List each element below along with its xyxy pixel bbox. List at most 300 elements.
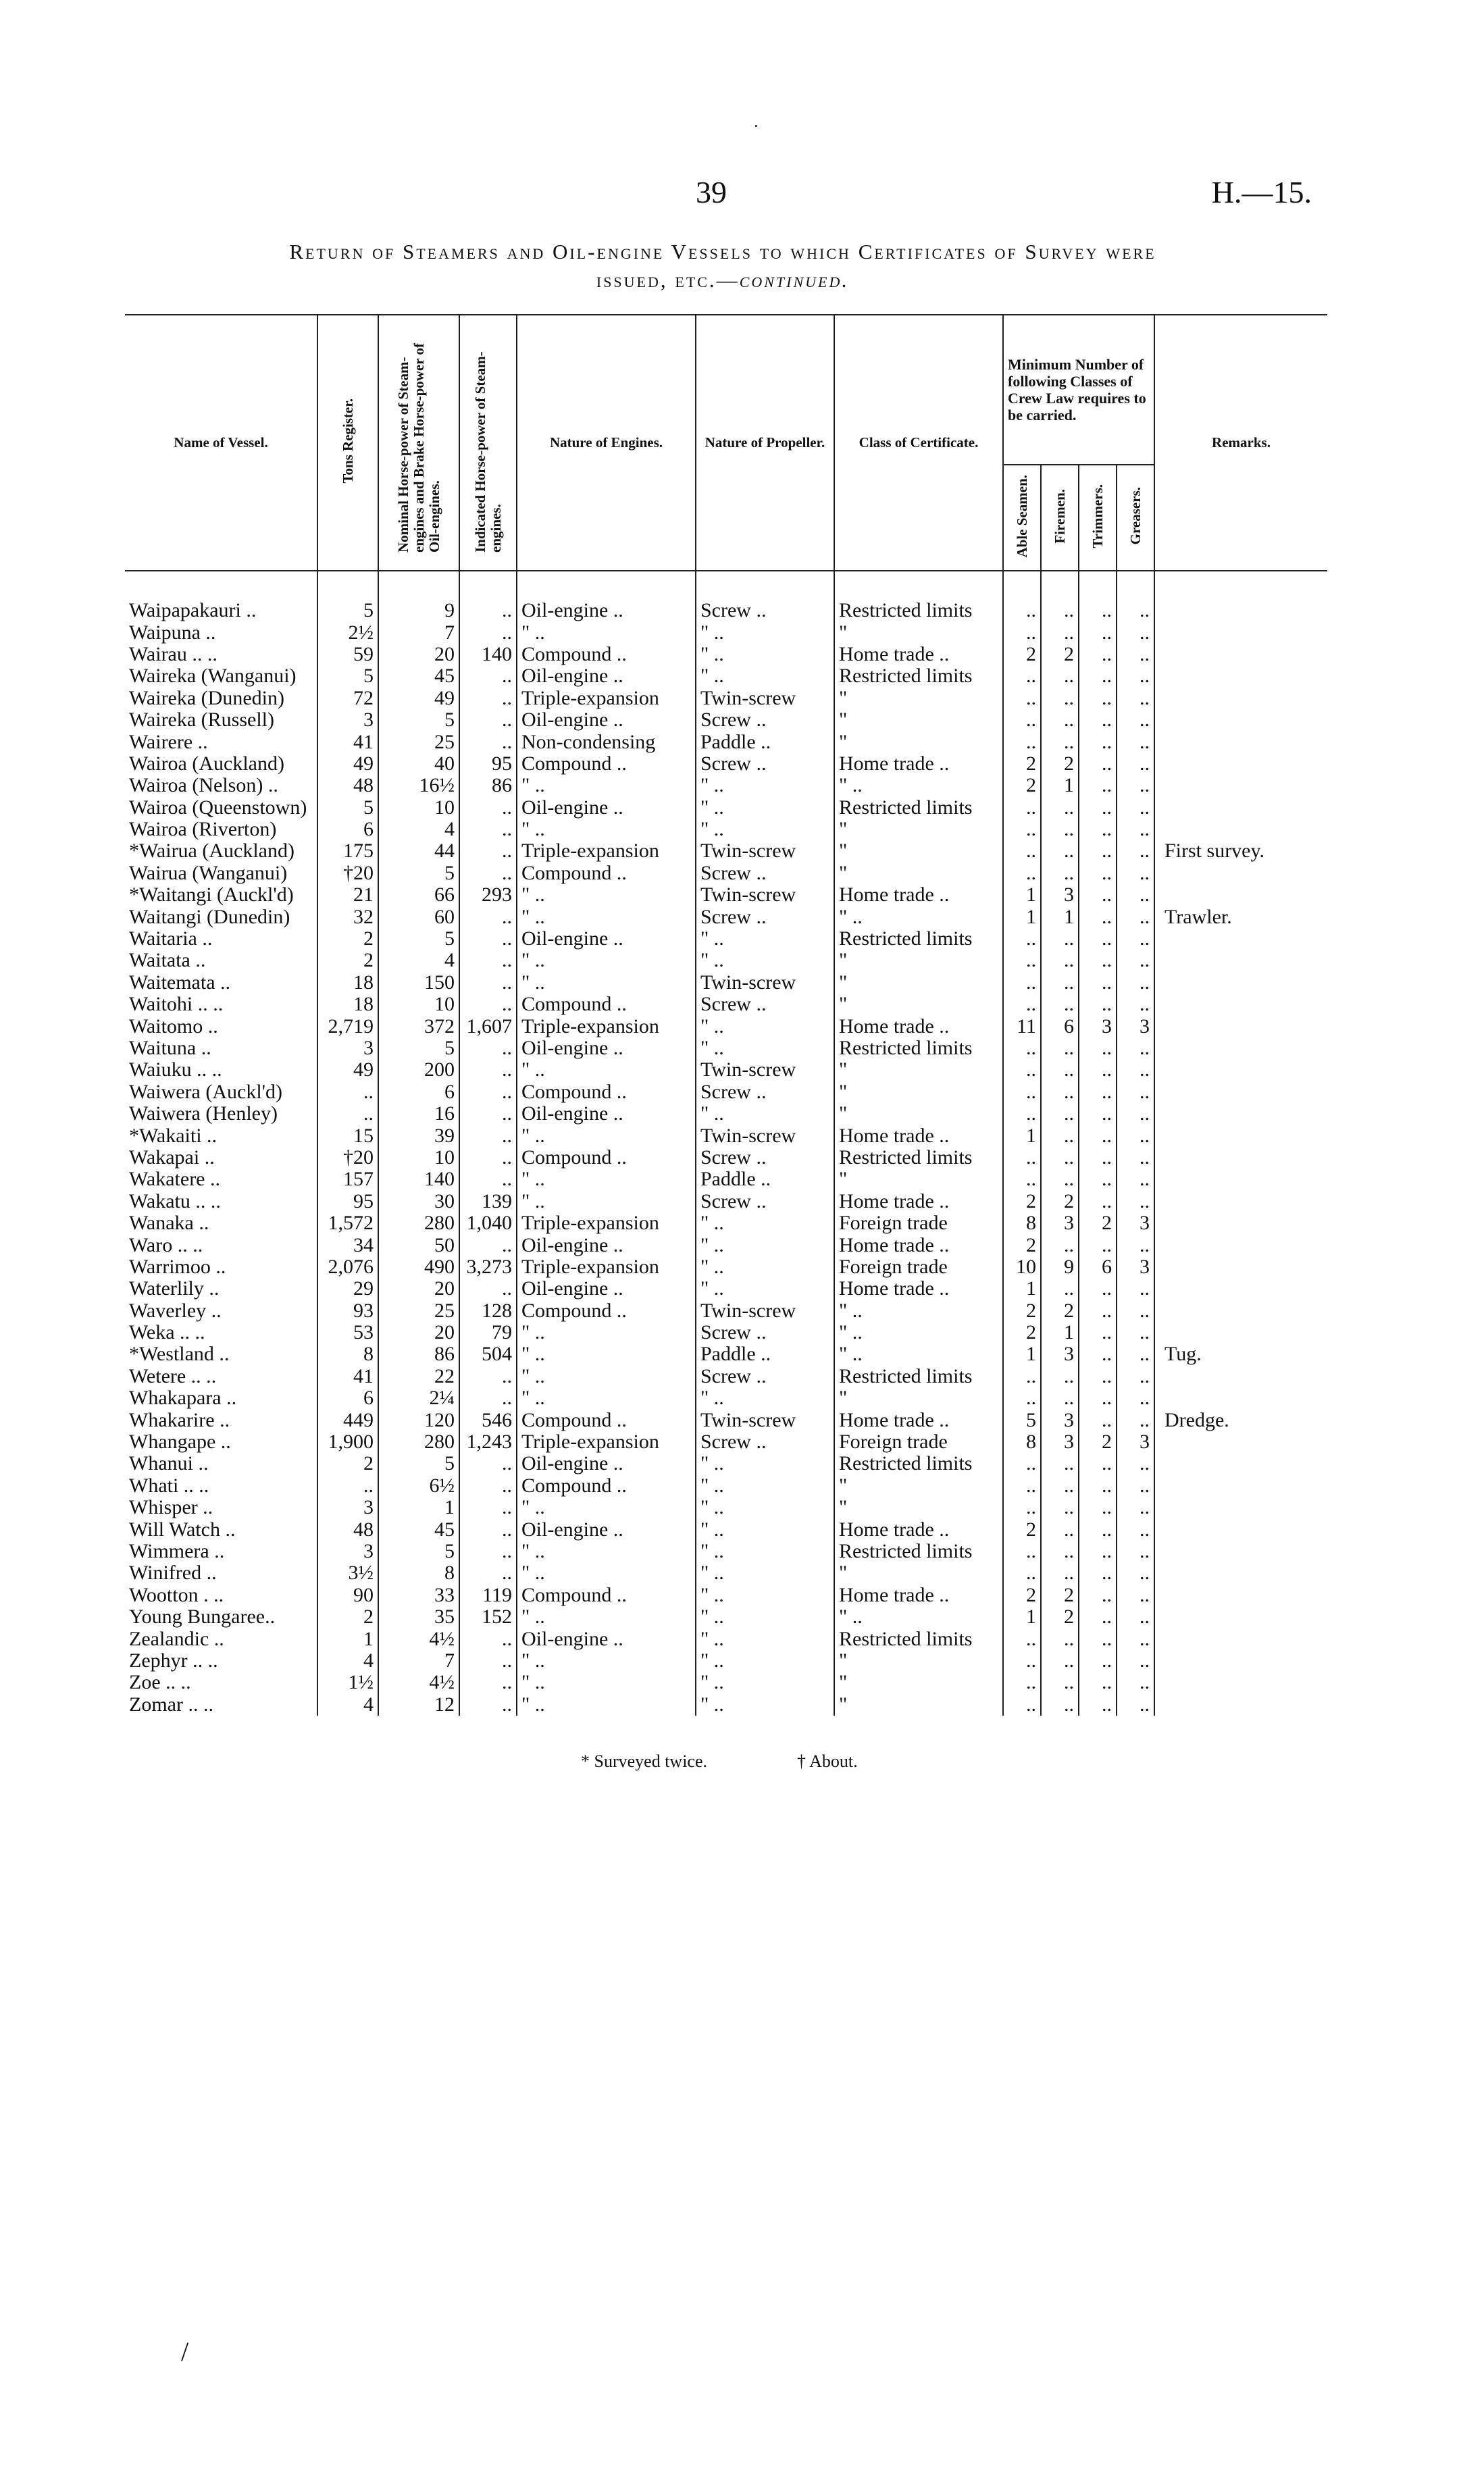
indicated-hp-cell: ..: [459, 1234, 517, 1256]
firemen-cell: ..: [1041, 994, 1079, 1015]
trimmers-cell: ..: [1079, 1694, 1117, 1716]
greasers-cell: ..: [1117, 1300, 1154, 1322]
nominal-hp-cell: 86: [378, 1343, 459, 1365]
table-row: [125, 972, 1327, 994]
header-tons: Tons Register.: [317, 315, 378, 571]
firemen-cell: 2: [1041, 1606, 1079, 1628]
greasers-cell: ..: [1117, 1081, 1154, 1103]
table-row: [125, 1059, 1327, 1081]
nominal-hp-cell: 4: [378, 819, 459, 840]
firemen-cell: ..: [1041, 1234, 1079, 1256]
firemen-cell: ..: [1041, 665, 1079, 687]
firemen-cell: ..: [1041, 1147, 1079, 1169]
remarks-cell: Trawler.: [1154, 906, 1327, 927]
able-seamen-cell: 10: [1003, 1256, 1041, 1278]
greasers-cell: 3: [1117, 1015, 1154, 1037]
firemen-cell: ..: [1041, 972, 1079, 994]
remarks-cell: [1154, 1278, 1327, 1300]
class-of-certificate-cell: ": [834, 709, 1003, 731]
table-row: [125, 621, 1327, 643]
class-of-certificate-cell: ": [834, 1562, 1003, 1584]
trimmers-cell: ..: [1079, 1453, 1117, 1474]
firemen-cell: ..: [1041, 1650, 1079, 1672]
nature-of-propeller-cell: " ..: [696, 775, 834, 796]
remarks-cell: [1154, 1453, 1327, 1474]
able-seamen-cell: ..: [1003, 1103, 1041, 1125]
indicated-hp-cell: 86: [459, 775, 517, 796]
vessel-name-cell: Waiwera (Auckl'd): [129, 1081, 283, 1103]
firemen-cell: ..: [1041, 1562, 1079, 1584]
nominal-hp-cell: 20: [378, 1322, 459, 1343]
able-seamen-cell: 2: [1003, 1585, 1041, 1606]
able-seamen-cell: ..: [1003, 1475, 1041, 1497]
able-seamen-cell: 1: [1003, 1343, 1041, 1365]
tons-register-cell: ..: [317, 1103, 378, 1125]
trimmers-cell: ..: [1079, 1300, 1117, 1322]
remarks-cell: [1154, 884, 1327, 906]
nominal-hp-cell: 372: [378, 1015, 459, 1037]
indicated-hp-cell: ..: [459, 571, 517, 621]
able-seamen-cell: 1: [1003, 884, 1041, 906]
table-row: [125, 1518, 1327, 1540]
nature-of-engines-cell: Compound ..: [517, 1475, 696, 1497]
tons-register-cell: 3: [317, 709, 378, 731]
trimmers-cell: ..: [1079, 731, 1117, 752]
vessel-name-cell: Waitohi .. ..: [129, 994, 224, 1016]
trimmers-cell: ..: [1079, 1409, 1117, 1431]
vessel-name-cell: Wakatere ..: [129, 1169, 220, 1191]
nominal-hp-cell: 16: [378, 1103, 459, 1125]
indicated-hp-cell: ..: [459, 840, 517, 862]
trimmers-cell: ..: [1079, 1322, 1117, 1343]
class-of-certificate-cell: Restricted limits: [834, 928, 1003, 950]
indicated-hp-cell: ..: [459, 1497, 517, 1518]
trimmers-cell: ..: [1079, 840, 1117, 862]
indicated-hp-cell: ..: [459, 1081, 517, 1103]
vessel-name-cell: Wairoa (Riverton): [129, 818, 277, 841]
title-issued: issued, etc.—: [596, 268, 740, 292]
vessel-name-cell: *Wairua (Auckland): [129, 840, 295, 863]
remarks-cell: [1154, 972, 1327, 994]
remarks-cell: Tug.: [1154, 1343, 1327, 1365]
indicated-hp-cell: 1,607: [459, 1015, 517, 1037]
firemen-cell: ..: [1041, 688, 1079, 709]
able-seamen-cell: 2: [1003, 1300, 1041, 1322]
nature-of-engines-cell: " ..: [517, 1694, 696, 1716]
nature-of-engines-cell: Oil-engine ..: [517, 1518, 696, 1540]
nature-of-propeller-cell: " ..: [696, 797, 834, 819]
nature-of-engines-cell: Oil-engine ..: [517, 1278, 696, 1300]
trimmers-cell: 3: [1079, 1015, 1117, 1037]
table-row: [125, 644, 1327, 665]
table-row: [125, 1343, 1327, 1365]
tons-register-cell: 2,076: [317, 1256, 378, 1278]
firemen-cell: ..: [1041, 819, 1079, 840]
greasers-cell: ..: [1117, 1387, 1154, 1409]
vessel-name-cell: Whanui ..: [129, 1453, 209, 1475]
indicated-hp-cell: ..: [459, 950, 517, 971]
nature-of-engines-cell: Oil-engine ..: [517, 665, 696, 687]
class-of-certificate-cell: ": [834, 1497, 1003, 1518]
margin-mark: /: [181, 2336, 189, 2367]
firemen-cell: ..: [1041, 1453, 1079, 1474]
nature-of-engines-cell: " ..: [517, 621, 696, 643]
remarks-cell: [1154, 1015, 1327, 1037]
header-remarks: Remarks.: [1154, 315, 1327, 571]
firemen-cell: ..: [1041, 1475, 1079, 1497]
greasers-cell: ..: [1117, 621, 1154, 643]
nature-of-propeller-cell: " ..: [696, 621, 834, 643]
vessel-name-cell: Waipapakauri ..: [129, 599, 257, 622]
table-row: [125, 1694, 1327, 1716]
nature-of-engines-cell: Triple-expansion: [517, 840, 696, 862]
class-of-certificate-cell: ": [834, 1103, 1003, 1125]
vessel-name-cell: Zephyr .. ..: [129, 1649, 218, 1672]
tons-register-cell: 175: [317, 840, 378, 862]
greasers-cell: ..: [1117, 1059, 1154, 1081]
header-nominal: Nominal Horse-power of Steam-engines and Brake Horse-power of Oil-engines.: [378, 315, 459, 571]
nominal-hp-cell: 10: [378, 797, 459, 819]
firemen-cell: 1: [1041, 906, 1079, 927]
nature-of-propeller-cell: " ..: [696, 1453, 834, 1474]
nature-of-propeller-cell: " ..: [696, 1585, 834, 1606]
nature-of-propeller-cell: " ..: [696, 644, 834, 665]
nature-of-engines-cell: Oil-engine ..: [517, 1453, 696, 1474]
firemen-cell: ..: [1041, 709, 1079, 731]
vessel-name-cell: Wakapai ..: [129, 1146, 215, 1169]
tons-register-cell: 32: [317, 906, 378, 927]
table-row: [125, 1497, 1327, 1518]
indicated-hp-cell: ..: [459, 1147, 517, 1169]
able-seamen-cell: ..: [1003, 1672, 1041, 1693]
remarks-cell: [1154, 1037, 1327, 1059]
nature-of-engines-cell: Compound ..: [517, 1147, 696, 1169]
trimmers-cell: ..: [1079, 1497, 1117, 1518]
vessel-name-cell: Waitomo ..: [129, 1015, 218, 1037]
firemen-cell: ..: [1041, 1541, 1079, 1562]
able-seamen-cell: 2: [1003, 644, 1041, 665]
remarks-cell: [1154, 688, 1327, 709]
table-row: [125, 797, 1327, 819]
nature-of-propeller-cell: Twin-screw: [696, 1125, 834, 1146]
trimmers-cell: ..: [1079, 644, 1117, 665]
nominal-hp-cell: 5: [378, 928, 459, 950]
vessel-name-cell: Waitaria ..: [129, 927, 213, 950]
remarks-cell: [1154, 1562, 1327, 1584]
nature-of-engines-cell: Oil-engine ..: [517, 1103, 696, 1125]
trimmers-cell: ..: [1079, 1081, 1117, 1103]
able-seamen-cell: ..: [1003, 863, 1041, 884]
class-of-certificate-cell: Home trade ..: [834, 644, 1003, 665]
tons-register-cell: 3½: [317, 1562, 378, 1584]
indicated-hp-cell: 546: [459, 1409, 517, 1431]
vessel-name-cell: Waipuna ..: [129, 621, 216, 644]
nominal-hp-cell: 66: [378, 884, 459, 906]
remarks-cell: Dredge.: [1154, 1409, 1327, 1431]
vessel-name-cell: Waitangi (Dunedin): [129, 906, 290, 928]
class-of-certificate-cell: Home trade ..: [834, 1234, 1003, 1256]
table-row: [125, 1212, 1327, 1234]
vessel-name-cell: Waireka (Wanganui): [129, 665, 297, 688]
nominal-hp-cell: 44: [378, 840, 459, 862]
trimmers-cell: ..: [1079, 753, 1117, 775]
vessel-name-cell: Waiwera (Henley): [129, 1102, 278, 1125]
firemen-cell: ..: [1041, 1672, 1079, 1693]
able-seamen-cell: ..: [1003, 1169, 1041, 1190]
able-seamen-cell: ..: [1003, 950, 1041, 971]
tons-register-cell: 1½: [317, 1672, 378, 1693]
indicated-hp-cell: ..: [459, 863, 517, 884]
tons-register-cell: 2,719: [317, 1015, 378, 1037]
nature-of-engines-cell: Triple-expansion: [517, 1212, 696, 1234]
indicated-hp-cell: ..: [459, 972, 517, 994]
remarks-cell: [1154, 819, 1327, 840]
nominal-hp-cell: 50: [378, 1234, 459, 1256]
nominal-hp-cell: 8: [378, 1562, 459, 1584]
nature-of-propeller-cell: Twin-screw: [696, 972, 834, 994]
header-greasers: Greasers.: [1117, 465, 1154, 571]
remarks-cell: [1154, 797, 1327, 819]
vessel-name-cell: Winifred ..: [129, 1562, 217, 1585]
indicated-hp-cell: ..: [459, 1453, 517, 1474]
indicated-hp-cell: ..: [459, 709, 517, 731]
firemen-cell: ..: [1041, 797, 1079, 819]
vessel-name-cell: Young Bungaree..: [129, 1606, 276, 1628]
able-seamen-cell: ..: [1003, 1037, 1041, 1059]
nominal-hp-cell: 120: [378, 1409, 459, 1431]
table-row: [125, 1562, 1327, 1584]
remarks-cell: [1154, 621, 1327, 643]
remarks-cell: [1154, 994, 1327, 1015]
able-seamen-cell: 2: [1003, 1518, 1041, 1540]
vessel-name-cell: Whisper ..: [129, 1497, 213, 1519]
firemen-cell: 2: [1041, 1191, 1079, 1212]
able-seamen-cell: 5: [1003, 1409, 1041, 1431]
vessel-name-cell: Waituna ..: [129, 1037, 211, 1059]
remarks-cell: [1154, 1081, 1327, 1103]
trimmers-cell: ..: [1079, 994, 1117, 1015]
tons-register-cell: 4: [317, 1650, 378, 1672]
nature-of-engines-cell: Oil-engine ..: [517, 1037, 696, 1059]
trimmers-cell: ..: [1079, 1606, 1117, 1628]
table-row: [125, 1256, 1327, 1278]
nominal-hp-cell: 5: [378, 1037, 459, 1059]
class-of-certificate-cell: Home trade ..: [834, 1191, 1003, 1212]
table-row: [125, 1147, 1327, 1169]
tons-register-cell: 48: [317, 775, 378, 796]
trimmers-cell: ..: [1079, 709, 1117, 731]
header-propeller: Nature of Propeller.: [696, 315, 834, 571]
greasers-cell: ..: [1117, 1322, 1154, 1343]
able-seamen-cell: 1: [1003, 1278, 1041, 1300]
greasers-cell: ..: [1117, 1147, 1154, 1169]
indicated-hp-cell: ..: [459, 906, 517, 927]
tons-register-cell: 8: [317, 1343, 378, 1365]
class-of-certificate-cell: ": [834, 994, 1003, 1015]
indicated-hp-cell: ..: [459, 994, 517, 1015]
vessel-name-cell: Whakarire ..: [129, 1409, 230, 1431]
remarks-cell: [1154, 1650, 1327, 1672]
able-seamen-cell: 1: [1003, 1125, 1041, 1146]
table-row: [125, 884, 1327, 906]
nature-of-engines-cell: Oil-engine ..: [517, 571, 696, 621]
tons-register-cell: 6: [317, 1387, 378, 1409]
greasers-cell: ..: [1117, 1628, 1154, 1649]
vessel-name-cell: Wairoa (Queenstown): [129, 796, 307, 819]
nature-of-engines-cell: " ..: [517, 950, 696, 971]
nature-of-propeller-cell: Twin-screw: [696, 840, 834, 862]
able-seamen-cell: ..: [1003, 709, 1041, 731]
firemen-cell: ..: [1041, 1518, 1079, 1540]
able-seamen-cell: ..: [1003, 1366, 1041, 1387]
footnote-about: † About.: [797, 1751, 858, 1771]
nature-of-propeller-cell: " ..: [696, 1628, 834, 1649]
nature-of-engines-cell: " ..: [517, 1322, 696, 1343]
tons-register-cell: 49: [317, 753, 378, 775]
greasers-cell: ..: [1117, 840, 1154, 862]
remarks-cell: [1154, 665, 1327, 687]
class-of-certificate-cell: Home trade ..: [834, 1409, 1003, 1431]
nominal-hp-cell: 45: [378, 1518, 459, 1540]
table-row: [125, 1672, 1327, 1693]
nature-of-propeller-cell: Twin-screw: [696, 1300, 834, 1322]
greasers-cell: ..: [1117, 1409, 1154, 1431]
indicated-hp-cell: 152: [459, 1606, 517, 1628]
nature-of-engines-cell: " ..: [517, 972, 696, 994]
table-body: [125, 571, 1327, 1716]
nature-of-propeller-cell: Screw ..: [696, 1322, 834, 1343]
table-row: [125, 994, 1327, 1015]
firemen-cell: ..: [1041, 840, 1079, 862]
nominal-hp-cell: 49: [378, 688, 459, 709]
tons-register-cell: 15: [317, 1125, 378, 1146]
firemen-cell: 1: [1041, 775, 1079, 796]
greasers-cell: ..: [1117, 1606, 1154, 1628]
vessel-name-cell: Wimmera ..: [129, 1540, 225, 1562]
greasers-cell: ..: [1117, 1475, 1154, 1497]
nominal-hp-cell: 5: [378, 709, 459, 731]
nature-of-propeller-cell: " ..: [696, 1518, 834, 1540]
table-row: [125, 1541, 1327, 1562]
able-seamen-cell: 11: [1003, 1015, 1041, 1037]
trimmers-cell: 6: [1079, 1256, 1117, 1278]
table-row: [125, 863, 1327, 884]
able-seamen-cell: ..: [1003, 1059, 1041, 1081]
nature-of-propeller-cell: Screw ..: [696, 906, 834, 927]
nature-of-propeller-cell: " ..: [696, 1234, 834, 1256]
nominal-hp-cell: 5: [378, 863, 459, 884]
table-row: [125, 1585, 1327, 1606]
remarks-cell: [1154, 928, 1327, 950]
greasers-cell: ..: [1117, 1103, 1154, 1125]
nature-of-engines-cell: Non-condensing: [517, 731, 696, 752]
remarks-cell: [1154, 775, 1327, 796]
able-seamen-cell: ..: [1003, 1387, 1041, 1409]
nature-of-engines-cell: Oil-engine ..: [517, 1234, 696, 1256]
class-of-certificate-cell: Home trade ..: [834, 1585, 1003, 1606]
remarks-cell: [1154, 950, 1327, 971]
nature-of-propeller-cell: Screw ..: [696, 863, 834, 884]
class-of-certificate-cell: ": [834, 840, 1003, 862]
indicated-hp-cell: ..: [459, 797, 517, 819]
table-row: [125, 1606, 1327, 1628]
indicated-hp-cell: 128: [459, 1300, 517, 1322]
vessel-name-cell: Whakapara ..: [129, 1387, 237, 1410]
greasers-cell: 3: [1117, 1212, 1154, 1234]
class-of-certificate-cell: ": [834, 731, 1003, 752]
trimmers-cell: ..: [1079, 1475, 1117, 1497]
firemen-cell: ..: [1041, 731, 1079, 752]
firemen-cell: ..: [1041, 571, 1079, 621]
title-line-1: Return of Steamers and Oil-engine Vessels to which Certificates of Survey were: [289, 240, 1156, 263]
tons-register-cell: 6: [317, 819, 378, 840]
nature-of-propeller-cell: " ..: [696, 950, 834, 971]
table-row: [125, 1191, 1327, 1212]
table-row: [125, 1081, 1327, 1103]
greasers-cell: ..: [1117, 928, 1154, 950]
title-continued: continued.: [739, 268, 850, 292]
class-of-certificate-cell: Home trade ..: [834, 753, 1003, 775]
nature-of-propeller-cell: " ..: [696, 1475, 834, 1497]
class-of-certificate-cell: ": [834, 1694, 1003, 1716]
trimmers-cell: 2: [1079, 1431, 1117, 1453]
able-seamen-cell: ..: [1003, 1541, 1041, 1562]
remarks-cell: [1154, 1147, 1327, 1169]
tons-register-cell: 53: [317, 1322, 378, 1343]
firemen-cell: 2: [1041, 753, 1079, 775]
able-seamen-cell: ..: [1003, 1650, 1041, 1672]
nature-of-propeller-cell: " ..: [696, 1015, 834, 1037]
vessel-name-cell: Zomar .. ..: [129, 1693, 213, 1716]
greasers-cell: ..: [1117, 1694, 1154, 1716]
indicated-hp-cell: ..: [459, 1103, 517, 1125]
nature-of-engines-cell: " ..: [517, 1606, 696, 1628]
able-seamen-cell: 2: [1003, 753, 1041, 775]
nominal-hp-cell: 2¼: [378, 1387, 459, 1409]
firemen-cell: 6: [1041, 1015, 1079, 1037]
nature-of-propeller-cell: " ..: [696, 1606, 834, 1628]
trimmers-cell: ..: [1079, 775, 1117, 796]
greasers-cell: ..: [1117, 1518, 1154, 1540]
nature-of-engines-cell: " ..: [517, 906, 696, 927]
able-seamen-cell: ..: [1003, 1628, 1041, 1649]
greasers-cell: ..: [1117, 1343, 1154, 1365]
greasers-cell: ..: [1117, 797, 1154, 819]
tons-register-cell: †20: [317, 863, 378, 884]
able-seamen-cell: ..: [1003, 731, 1041, 752]
header-firemen: Firemen.: [1041, 465, 1079, 571]
remarks-cell: [1154, 1059, 1327, 1081]
greasers-cell: ..: [1117, 1125, 1154, 1146]
able-seamen-cell: 2: [1003, 1234, 1041, 1256]
trimmers-cell: ..: [1079, 571, 1117, 621]
nominal-hp-cell: 7: [378, 621, 459, 643]
table-row: [125, 1650, 1327, 1672]
nature-of-propeller-cell: Screw ..: [696, 1147, 834, 1169]
able-seamen-cell: ..: [1003, 1694, 1041, 1716]
indicated-hp-cell: 139: [459, 1191, 517, 1212]
tons-register-cell: 1,572: [317, 1212, 378, 1234]
table-row: [125, 906, 1327, 927]
greasers-cell: ..: [1117, 644, 1154, 665]
vessel-name-cell: Whangape ..: [129, 1431, 231, 1454]
able-seamen-cell: ..: [1003, 688, 1041, 709]
trimmers-cell: ..: [1079, 1650, 1117, 1672]
vessel-name-cell: Weka .. ..: [129, 1321, 205, 1344]
class-of-certificate-cell: ": [834, 863, 1003, 884]
indicated-hp-cell: ..: [459, 1059, 517, 1081]
vessel-name-cell: Wakatu .. ..: [129, 1190, 221, 1212]
